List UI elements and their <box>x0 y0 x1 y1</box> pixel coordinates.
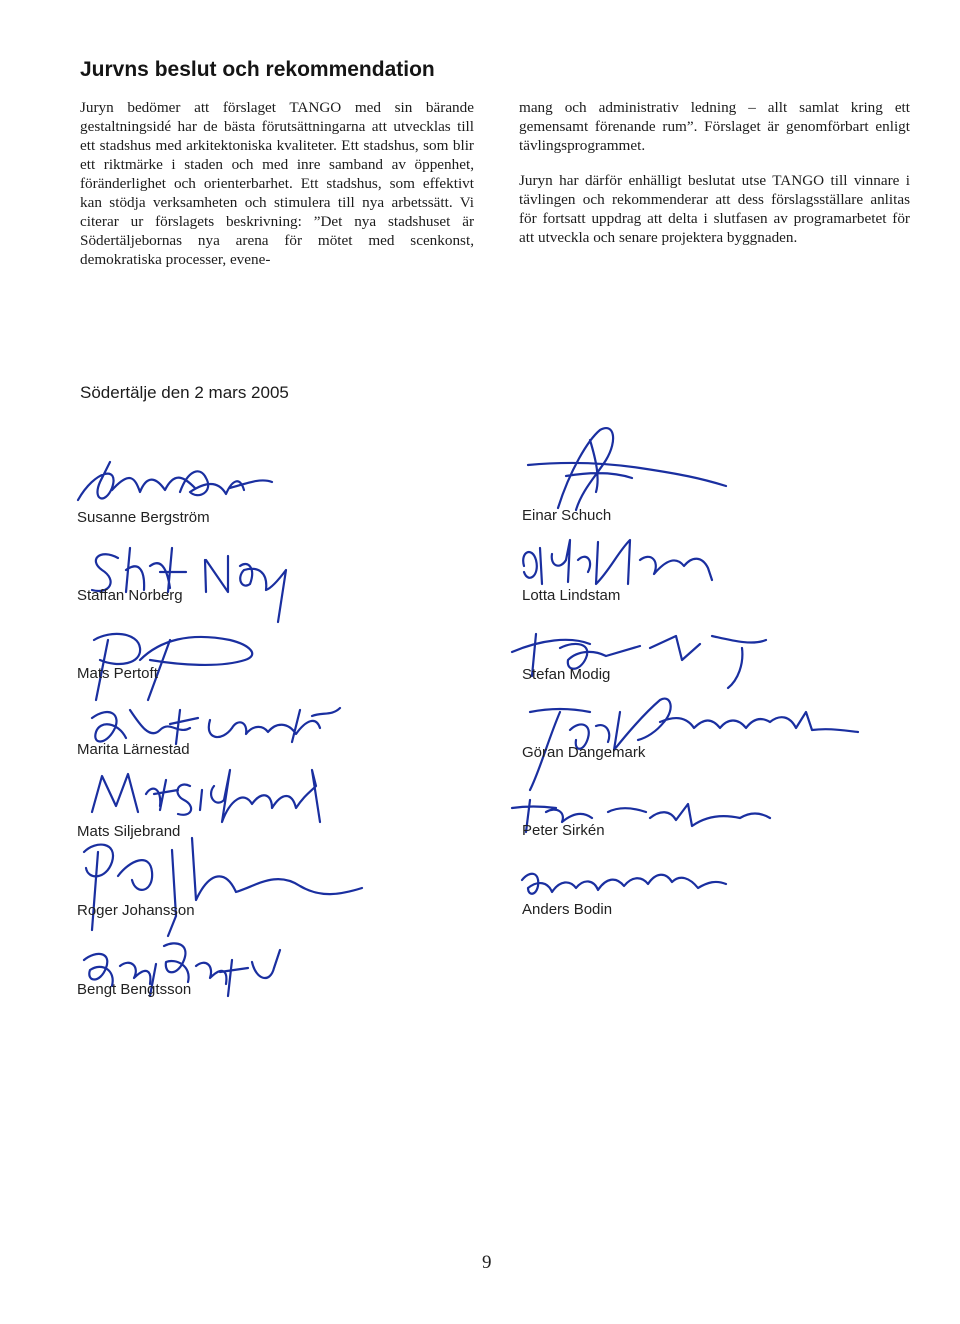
signatory-name: Mats Pertoft <box>77 665 158 682</box>
left-text-column <box>80 98 474 285</box>
signatory-name: Roger Johansson <box>77 902 195 919</box>
signatory-name: Mats Siljebrand <box>77 823 181 840</box>
signature-susanne-bergstrom <box>78 462 272 500</box>
signatory-name: Göran Dangemark <box>522 744 646 761</box>
place-and-date: Södertälje den 2 mars 2005 <box>80 383 289 402</box>
signatory-name: Susanne Bergström <box>77 509 210 526</box>
page-number: 9 <box>482 1252 492 1273</box>
signature-staffan-norberg <box>92 548 286 622</box>
signature-einar-schuch <box>528 428 726 510</box>
signatory-name: Staffan Norberg <box>77 587 183 604</box>
section-heading: Jurvns beslut och rekommendation <box>80 58 435 81</box>
signatory-name: Bengt Bengtsson <box>77 981 192 998</box>
signatory-name: Einar Schuch <box>522 507 612 524</box>
signatory-name: Marita Lärnestad <box>77 741 190 758</box>
signatory-name: Stefan Modig <box>522 666 611 683</box>
right-text-column <box>519 98 910 263</box>
signatory-name: Peter Sirkén <box>522 822 605 839</box>
signature-mats-siljebrand <box>92 770 320 822</box>
signatory-name: Lotta Lindstam <box>522 587 621 604</box>
signature-marita-larnestad <box>92 708 340 744</box>
continuation-paragraph: mang och administrativ ledning – allt samlat kring ett gemensamt förenande rum”. Förslaget är genomförbart enligt tävlingsprogrammet. <box>519 99 910 154</box>
signature-lotta-lindstam <box>523 540 712 584</box>
signatory-name: Anders Bodin <box>522 901 613 918</box>
signature-roger-johansson <box>84 838 362 936</box>
jury-assessment-paragraph: Juryn bedömer att förslaget TANGO med sin bärande gestaltningsidé har de bästa förutsättningarna att utvecklas till ett stadshus med arkitektoniska kvaliteter. Ett stadshus, som blir ett riktmärke i staden och med inre samband av öppenhet, föränderlighet och orienterbarhet. Ett stadshus, som effektivt kan stödja verksamheten och stimulera till nya arbetssätt. Vi citerar ur förslagets beskrivning: ”Det nya stadshuset är Södertäljebornas nya arena för mötet med scenkonst, demokratiska processer, evene- <box>80 99 474 268</box>
signature-anders-bodin <box>522 874 726 894</box>
decision-paragraph: Juryn har därför enhälligt beslutat utse TANGO till vinnare i tävlingen och rekommenderar att dess förslagsställare anlitas för fortsatt uppdrag att delta i slutfasen av programarbetet för att utveckla och senare projektera byggnaden. <box>519 172 910 246</box>
